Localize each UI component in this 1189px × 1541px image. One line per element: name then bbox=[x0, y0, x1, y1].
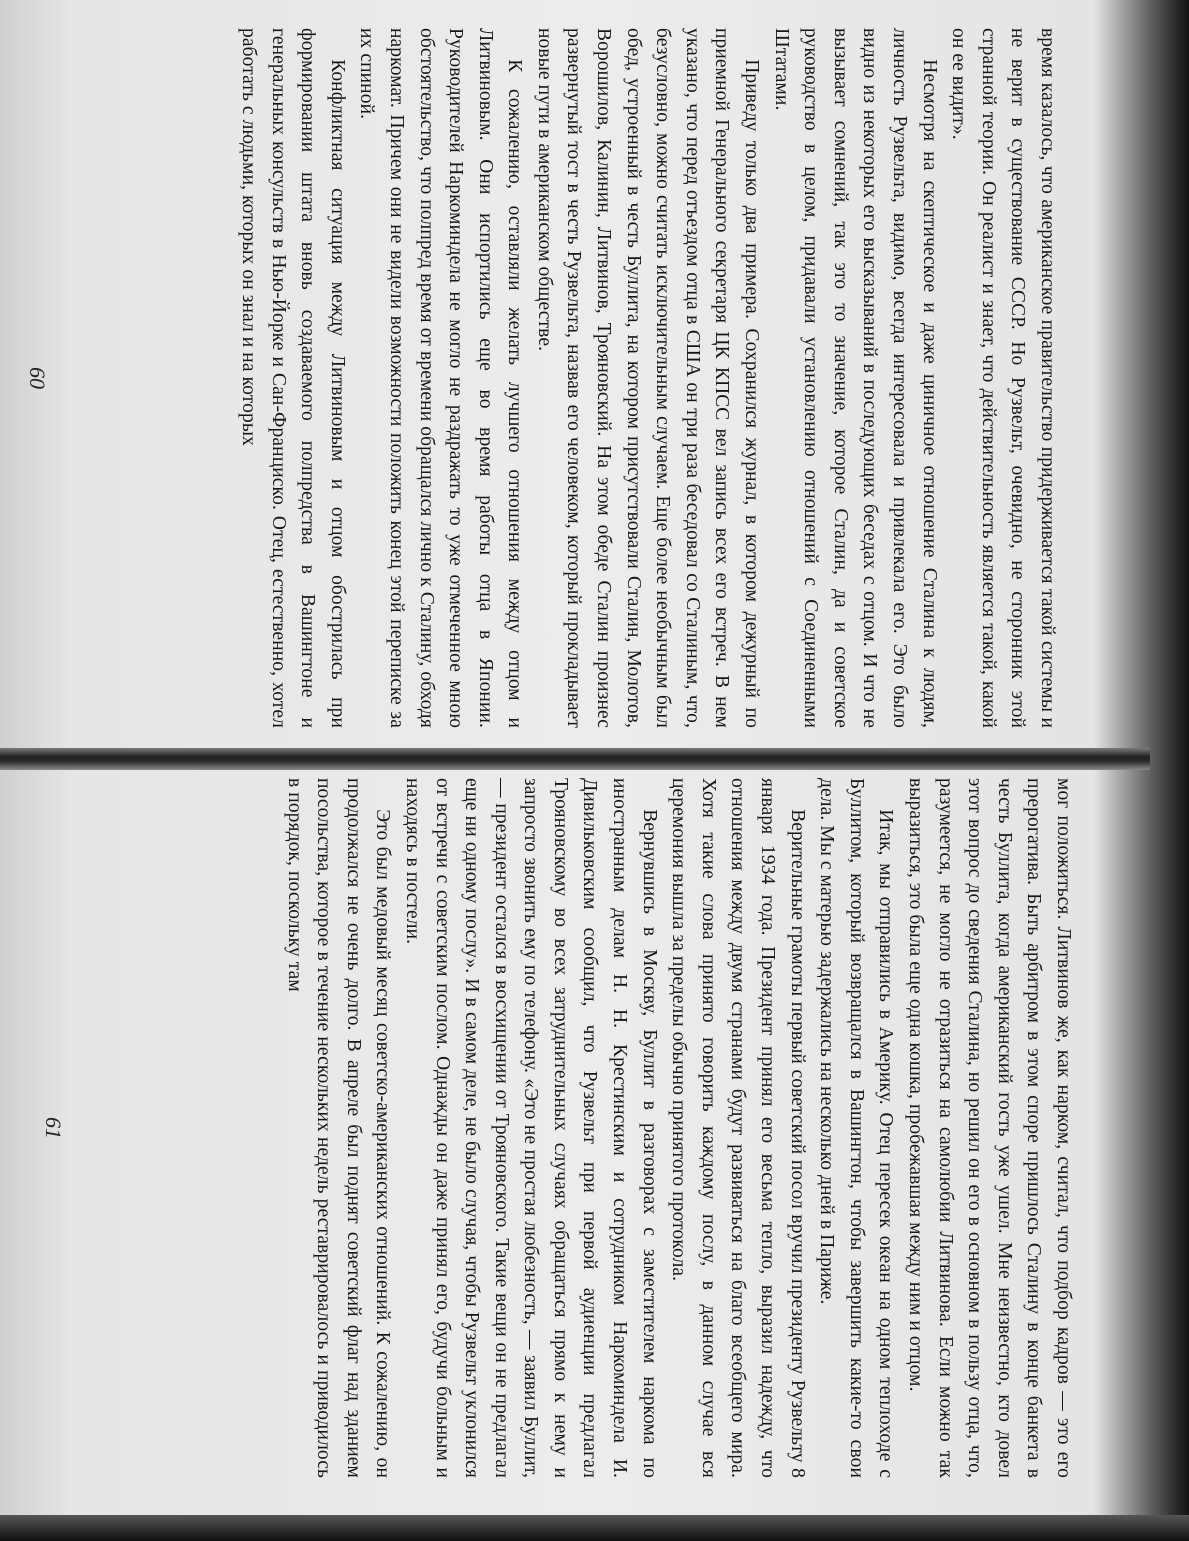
paragraph: Это был медовый месяц советско-американских отношений. К сожалению, он продолжался не очень долго. В апреле был поднят советский флаг над зданием посольства, которое в течение нескольких недель реставрировалось и приводилось в порядок, поскольку там bbox=[283, 778, 394, 1478]
page-number: 61 bbox=[41, 1117, 66, 1139]
paragraph: К сожалению, оставляли желать лучшего отношения между отцом и Литвиновым. Они испортились еще во время работы отца в Японии. Руководителей Наркоминдела не могло не раздражать то уже отмеченное мною обстоятельство, что полпред время от времени обращался лично к Сталину, обходя наркомат. Причем они не видели возможности положить конец этой переписке за их спиной. bbox=[356, 28, 526, 728]
paragraph: Вернувшись в Москву, Буллит в разговорах с заместителем наркома по иностранным делам Н. Н. Крестинским и сотрудником Наркоминдела И. Дивильковским сообщил, что Рузвельт при первой аудиенции предлагал Трояновскому во всех затруднительных случаях обращаться прямо к нему и запросто звонить ему по телефону. «Это не простая любезность, — заявил Буллит, — президент остался в восхищении от Трояновского. Такие вещи он не предлагал еще ни одному послу». И в самом деле, не было случая, чтобы Рузвельт уклонился от встречи с советским послом. Однажды он даже принял его, будучи больным и находясь в постели. bbox=[401, 778, 660, 1478]
paragraph: Приведу только два примера. Сохранился журнал, в котором дежурный по приемной Генерального секретаря ЦК КПСС вел запись всех его встреч. В нем указано, что перед отъездом отца в США он три раза беседовал со Сталиным, что, безусловно, можно считать исключительным случаем. Еще более необычным был обед, устроенный в честь Буллита, на котором присутствовали Сталин, Молотов, Ворошилов, Калинин, Литвинов, Трояновский. На этом обеде Сталин произнес развернутый тост в честь Рузвельта, назвав его человеком, который прокладывает новые пути в американском обществе. bbox=[533, 28, 763, 728]
paragraph: время казалось, что американское правительство придерживается такой системы и не верит в существование СССР. Но Рузвельт, очевидно, не сторонник этой странной теории. Он реалист и знает, что действительность является такой, какой он ее видит». bbox=[948, 28, 1058, 728]
left-page bbox=[25, 28, 1062, 728]
page-number: 60 bbox=[25, 367, 50, 389]
paragraph: Несмотря на скептическое и даже циничное отношение Сталина к людям, личность Рузвельта, видимо, всегда интересовала и привлекала его. Это было видно из некоторых его высказываний в последующих беседах с отцом. И что не вызывает сомнений, так это то значение, которое Сталин, да и советское руководство в целом, придавали установлению отношений с Соединенными Штатами. bbox=[770, 28, 940, 728]
paragraph: мог положиться. Литвинов же, как нарком, считал, что подбор кадров — это его прерогатива. Быть арбитром в этом споре пришлось Сталину в конце банкета в честь Буллита, когда американский гость уже ушел. Мне неизвестно, кто довел этот вопрос до сведения Сталина, но решил он его в основном в пользу отца, что, разумеется, не могло не отразиться на самолюбии Литвинова. Если можно так выразиться, это была еще одна кошка, пробежавшая между ним и отцом. bbox=[905, 778, 1074, 1478]
paragraph: Верительные грамоты первый советский посол вручил президенту Рузвельту 8 января 1934 года. Президент принял его весьма тепло, выразил надежду, что отношения между двумя странами будут развиваться на благо всеобщего мира. Хотя такие слова принято говорить каждому послу, в данном случае вся церемония вышла за пределы обычно принятого протокола. bbox=[668, 778, 808, 1478]
paragraph: Конфликтная ситуация между Литвиновым и отцом обострилась при формировании штата вновь создаваемого полпредства в Вашингтоне и генеральных консульств в Нью-Йорке и Сан-Франциско. Отец, естественно, хотел работать с людьми, которых он знал и на которых bbox=[237, 28, 348, 728]
right-page bbox=[41, 778, 1078, 1478]
paragraph: Итак, мы отправились в Америку. Отец пересек океан на одном теплоходе с Буллитом, который возвращался в Вашингтон, чтобы завершить какие-то свои дела. Мы с матерью задержались на несколько дней в Париже. bbox=[816, 778, 897, 1478]
book-gutter bbox=[0, 748, 1150, 770]
